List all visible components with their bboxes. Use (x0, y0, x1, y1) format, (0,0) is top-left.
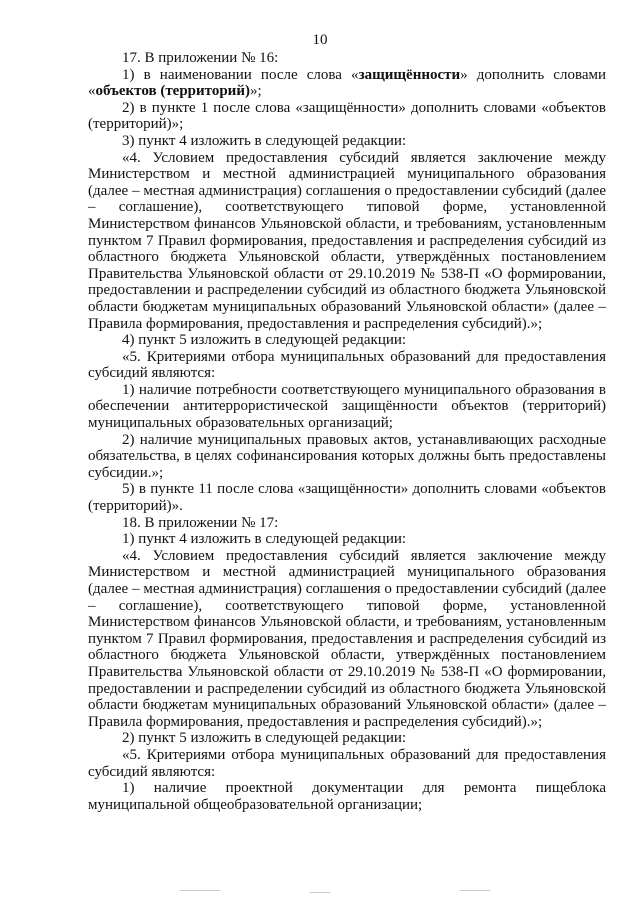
paragraph-16-criterion-1: 1) наличие потребности соответствующего муниципального образования в обеспечении антитеррористической защищённости объектов (территорий) муниципальных образовательных организаций; (88, 381, 606, 432)
section-heading-18: 18. В приложении № 17: (122, 514, 279, 531)
paragraph-16-clause-5: «5. Критериями отбора муниципальных образований для предоставления субсидий являются: (88, 348, 606, 382)
paragraph-17-item-2: 2) пункт 5 изложить в следующей редакции: (122, 730, 407, 747)
paragraph-17-clause-4: «4. Условием предоставления субсидий является заключение между Министерством и местной администрацией муниципального образования (далее – местная администрация) соглашения о предоставлении субсидий (далее – соглашение), соответствующего типовой форме, установленной Министерством финансов Ульяновской области, и требованиям, установленным пунктом 7 Правил формирования, предоставления и распределения субсидий из областного бюджета Ульяновской области, утверждённых постановлением Правительства Ульяновской области от 29.10.2019 № 538-П «О формировании, предоставлении и распределении субсидий из областного бюджета Ульяновской области бюджетам муниципальных образований Ульяновской области» (далее – Правила формирования, предоставления и распределения субсидий).»; (88, 547, 606, 730)
document-body (88, 50, 606, 813)
paragraph-16-clause-4: «4. Условием предоставления субсидий является заключение между Министерством и местной администрацией муниципального образования (далее – местная администрация) соглашения о предоставлении субсидий (далее – соглашение), соответствующего типовой форме, установленной Министерством финансов Ульяновской области, и требованиям, установленным пунктом 7 Правил формирования, предоставления и распределения субсидий из областного бюджета Ульяновской области, утверждённых постановлением Правительства Ульяновской области от 29.10.2019 № 538-П «О формировании, предоставлении и распределении субсидий из областного бюджета Ульяновской области бюджетам муниципальных образований Ульяновской области» (далее – Правила формирования, предоставления и распределения субсидий).»; (88, 149, 606, 332)
page-number: 10 (312, 32, 328, 48)
paragraph-17-item-1: 1) пункт 4 изложить в следующей редакции: (122, 531, 407, 548)
paragraph-16-criterion-2: 2) наличие муниципальных правовых актов, устанавливающих расходные обязательства, в целях софинансирования которых должны быть предоставлены субсидии.»; (88, 431, 606, 481)
scan-artifact (180, 890, 220, 891)
paragraph-16-item-4: 4) пункт 5 изложить в следующей редакции: (122, 332, 407, 349)
paragraph-16-item-3: 3) пункт 4 изложить в следующей редакции: (122, 132, 407, 149)
scan-artifact (310, 892, 330, 893)
paragraph-17-criterion-1: 1) наличие проектной документации для ремонта пищеблока муниципальной общеобразовательной организации; (88, 780, 606, 813)
paragraph-16-item-2: 2) в пункте 1 после слова «защищённости» дополнить словами «объектов (территорий)»; (88, 99, 606, 133)
paragraph-16-item-1: 1) в наименовании после слова «защищённости» дополнить словами «объектов (территорий)»; (88, 66, 607, 100)
paragraph-16-item-5: 5) в пункте 11 после слова «защищённости» дополнить словами «объектов (территорий)». (88, 481, 606, 515)
section-heading-17: 17. В приложении № 16: (122, 50, 279, 66)
scan-artifact (460, 890, 490, 891)
paragraph-17-clause-5: «5. Критериями отбора муниципальных образований для предоставления субсидий являются: (88, 746, 606, 780)
